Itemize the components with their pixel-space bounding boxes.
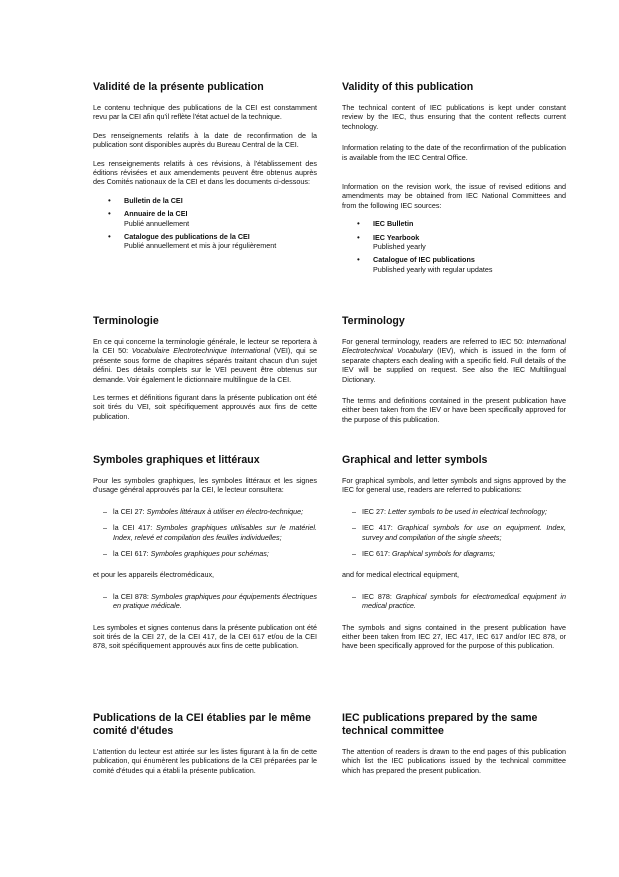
list-item-title: IEC Bulletin: [373, 219, 414, 229]
en-symbols-p2: and for medical electrical equipment,: [342, 570, 460, 580]
en-committee-title: IEC publications prepared by the same technical committee: [342, 712, 538, 737]
fr-validity-p2: Des renseignements relatifs à la date de reconfirmation de la publication sont disponibles auprès du Bureau Central de la CEI.: [93, 130, 317, 150]
en-terminology-p2: The terms and definitions contained in the present publication have either been taken from the IEV or have been specifically approved for the purpose of this publication.: [342, 396, 566, 424]
bullet-icon: •: [108, 195, 111, 205]
list-item: – IEC 878: Graphical symbols for electromedical equipment in medical practice.: [352, 591, 566, 611]
list-item-title: Catalogue des publications de la CEI: [124, 232, 250, 242]
list-item: – la CEI 878: Symboles graphiques pour équipements électriques en pratique médicale.: [103, 591, 317, 611]
en-committee-p1: The attention of readers is drawn to the end pages of this publication which list the IEC publications issued by the technical committee which has prepared the present publication.: [342, 747, 566, 775]
en-validity-p1: The technical content of IEC publications is kept under constant review by the IEC, thus ensuring that the content reflects current technology.: [342, 103, 566, 131]
en-terminology-p1: For general terminology, readers are referred to IEC 50: International Electrotechnical Vocabulary (IEV), which is issued in the form of separate chapters each dealing with a specific field. Full details of the IEV will be supplied on request. See also the IEC Multilingual Dictionary.: [342, 337, 566, 384]
en-symbols-p3: The symbols and signs contained in the present publication have either been taken from IEC 27, IEC 417, IEC 617 and/or IEC 878, or have been specifically approved for the purpose of this publication.: [342, 622, 566, 651]
fr-symbols-section: [93, 454, 317, 660]
list-item-sub: Publié annuellement et mis à jour régulièrement: [124, 241, 277, 251]
en-terminology-title: Terminology: [342, 315, 405, 327]
list-item: [342, 233, 566, 252]
en-symbols-section: [342, 454, 566, 660]
list-item: [93, 209, 317, 228]
bullet-icon: •: [108, 209, 111, 219]
list-item: [342, 219, 566, 228]
list-item-sub: Published yearly: [373, 242, 426, 252]
fr-terminology-title: Terminologie: [93, 315, 159, 327]
en-committee-section: [342, 712, 566, 784]
list-item-title: Bulletin de la CEI: [124, 195, 183, 205]
list-item: [93, 232, 317, 251]
list-item: – la CEI 27: Symboles littéraux à utiliser en électro-technique;: [103, 506, 304, 516]
fr-committee-title: Publications de la CEI établies par le même comité d'études: [93, 712, 311, 737]
list-item-sub: Published yearly with regular updates: [373, 264, 493, 274]
fr-validity-section: [93, 81, 317, 263]
fr-committee-p1: L'attention du lecteur est attirée sur les listes figurant à la fin de cette publication, qui énumèrent les publications de la CEI préparées par le comité d'études qui a établi la présente publication.: [93, 747, 317, 775]
bullet-icon: •: [108, 232, 111, 242]
fr-validity-title: Validité de la présente publication: [93, 81, 264, 93]
fr-terminology-section: [93, 315, 317, 430]
bullet-icon: •: [357, 232, 360, 242]
en-symbols-title: Graphical and letter symbols: [342, 454, 488, 466]
en-sources-list: [342, 219, 566, 274]
list-item: – IEC 617: Graphical symbols for diagrams;: [352, 549, 496, 559]
list-item-sub: Publié annuellement: [124, 218, 190, 228]
list-item: [93, 196, 317, 205]
fr-symbols-title: Symboles graphiques et littéraux: [93, 454, 260, 466]
list-item: – la CEI 617: Symboles graphiques pour schémas;: [103, 549, 269, 559]
list-item-title: Catalogue of IEC publications: [373, 255, 475, 265]
fr-committee-section: [93, 712, 317, 784]
list-item: – la CEI 417: Symboles graphiques utilisables sur le matériel. Index, relevé et compilation des feuilles individuelles;: [103, 523, 317, 542]
en-validity-title: Validity of this publication: [342, 81, 474, 93]
fr-symbols-p3: Les symboles et signes contenus dans la présente publication ont été soit tirés de la CEI 27, de la CEI 417, de la CEI 617 et/ou de la CEI 878, soit spécifiquement approuvés aux fins de cette publication.: [93, 622, 317, 651]
bullet-icon: •: [357, 219, 360, 229]
fr-terminology-p2: Les termes et définitions figurant dans la présente publication ont été soit tirés du VEI, soit spécifiquement approuvés aux fins de cette publication.: [93, 393, 317, 421]
fr-terminology-p1: En ce qui concerne la terminologie générale, le lecteur se reportera à la CEI 50: Vocabulaire Electrotechnique International (VEI), qui se présente sous forme de chapitres séparés traitant chacun d'un sujet défini. Des détails complets sur le VEI peuvent être obtenus sur demande. Voir également le dictionnaire multilingue de la CEI.: [93, 337, 317, 384]
list-item-title: IEC Yearbook: [373, 232, 420, 242]
fr-validity-p3: Les renseignements relatifs à ces révisions, à l'établissement des éditions révisées et aux amendements peuvent être obtenus auprès des Comités nationaux de la CEI et dans les documents ci-dessous:: [93, 158, 317, 187]
list-item: [342, 255, 566, 274]
fr-validity-p1: Le contenu technique des publications de la CEI est constamment revu par la CEI afin qu'il reflète l'état actuel de la technique.: [93, 103, 317, 122]
bullet-icon: •: [357, 255, 360, 265]
en-validity-p2: Information relating to the date of the reconfirmation of the publication is available from the IEC Central Office.: [342, 143, 566, 162]
list-item-title: Annuaire de la CEI: [124, 209, 188, 219]
fr-symbols-p1: Pour les symboles graphiques, les symboles littéraux et les signes d'usage général approuvés par la CEI, le lecteur consultera:: [93, 476, 317, 495]
fr-symbols-p2: et pour les appareils électromédicaux,: [93, 570, 215, 580]
list-item: – IEC 27: Letter symbols to be used in electrical technology;: [352, 506, 547, 516]
en-terminology-section: [342, 315, 566, 433]
en-symbols-p1: For graphical symbols, and letter symbols and signs approved by the IEC for general use, readers are referred to publications:: [342, 476, 566, 495]
fr-sources-list: [93, 196, 317, 251]
en-validity-p3: Information on the revision work, the issue of revised editions and amendments may be obtained from IEC National Committees and from the following IEC sources:: [342, 182, 566, 210]
en-validity-section: [342, 81, 566, 286]
list-item: – IEC 417: Graphical symbols for use on equipment. Index, survey and compilation of the single sheets;: [352, 523, 566, 542]
